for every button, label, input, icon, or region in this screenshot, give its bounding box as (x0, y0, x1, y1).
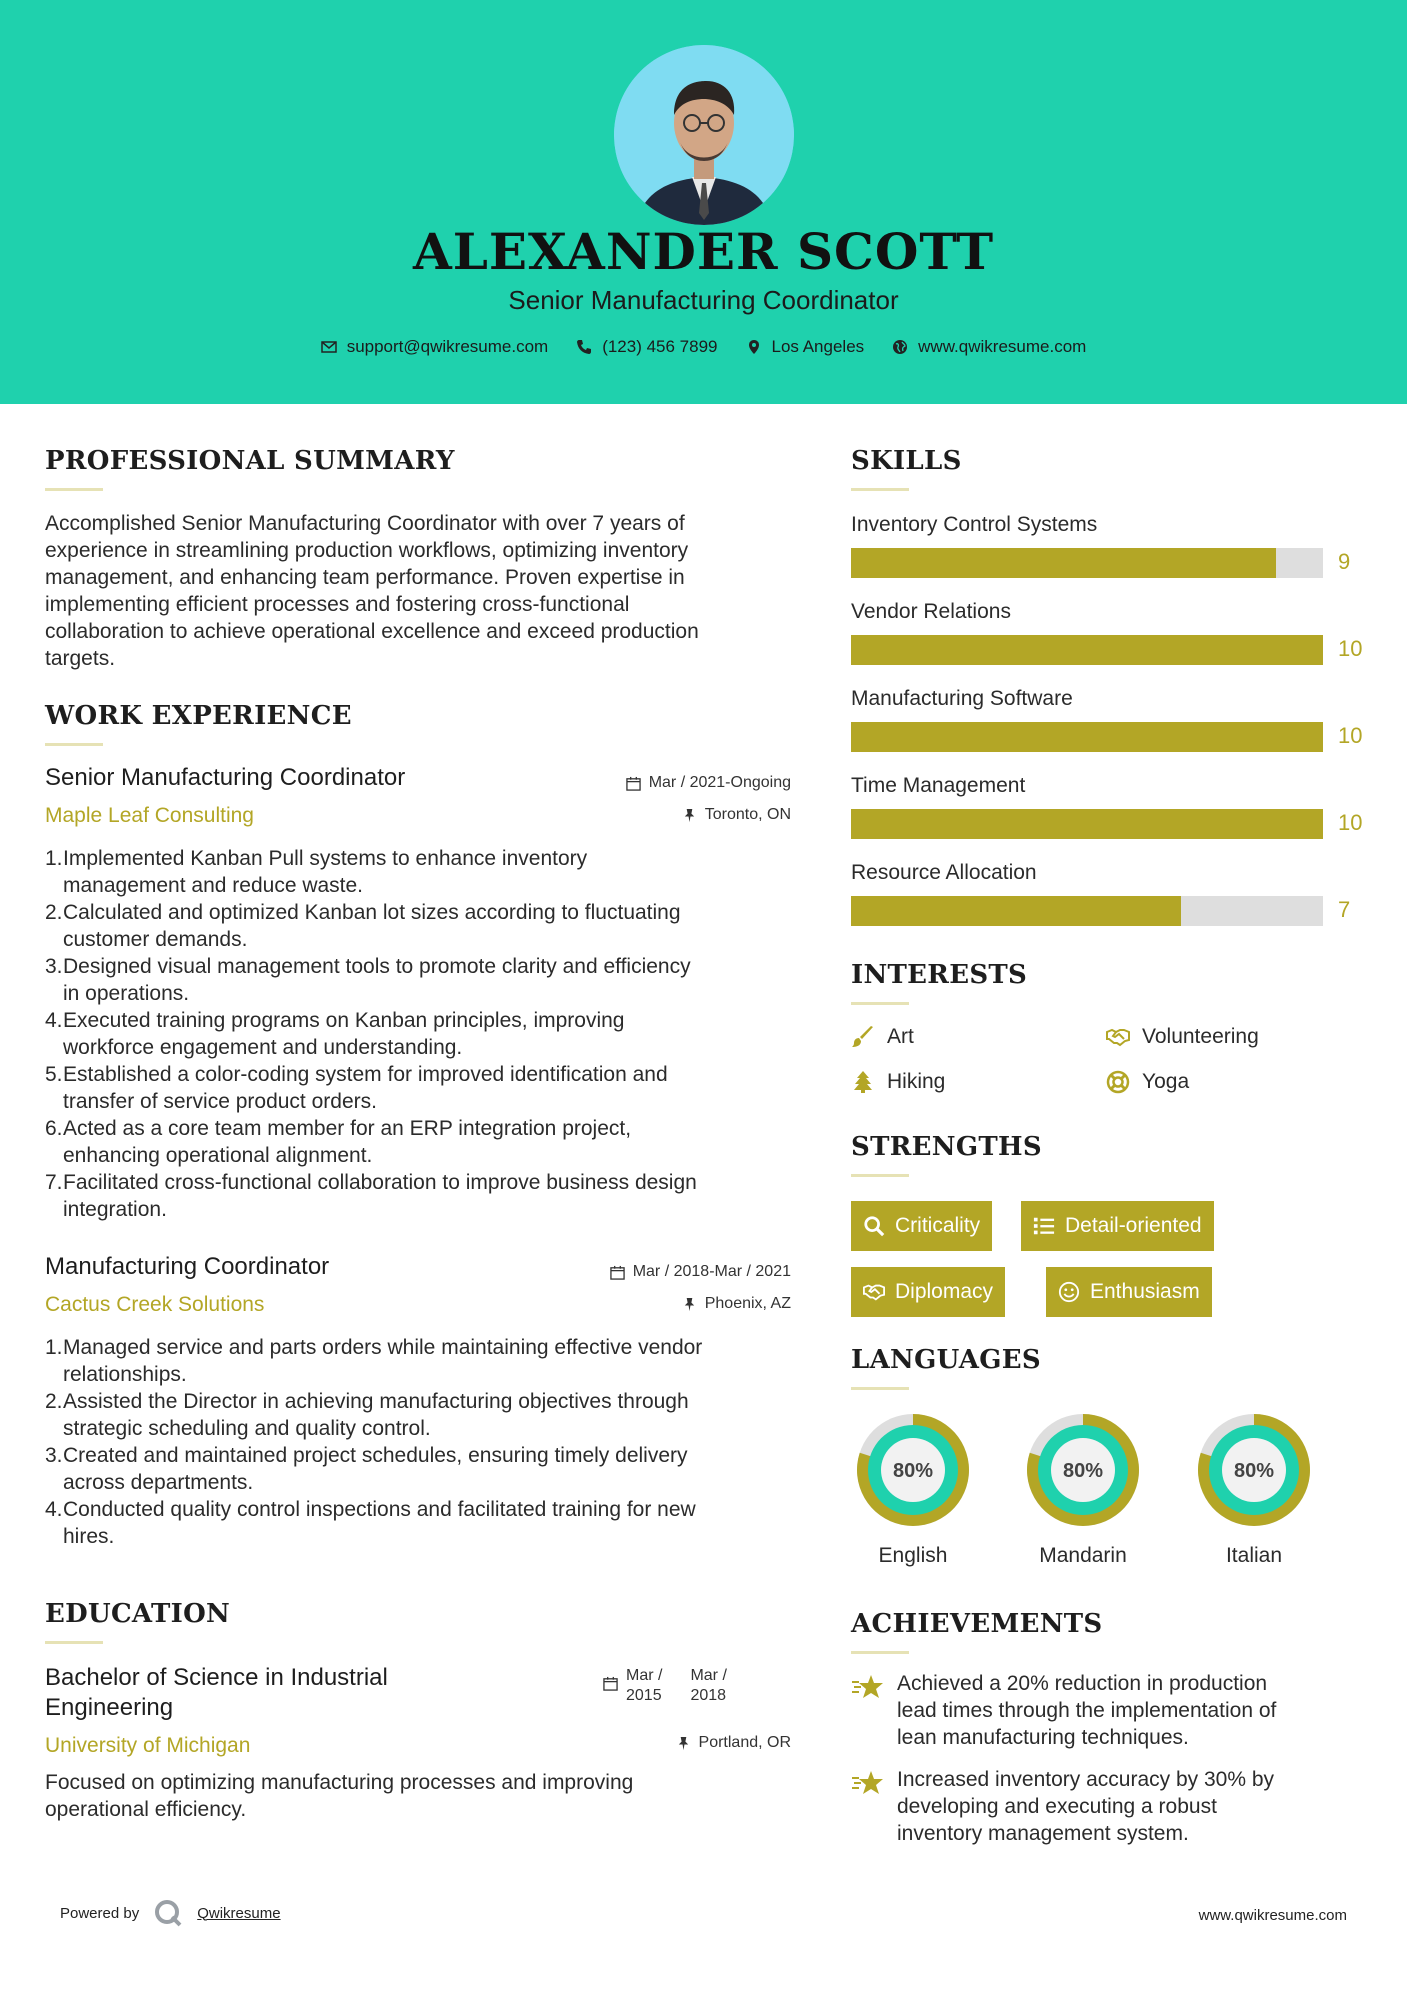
language-percent-label: 80% (892, 1460, 934, 1482)
strengths-underline (851, 1174, 909, 1177)
footer-brand-link[interactable]: Qwikresume (197, 1904, 281, 1922)
lifering-icon (1106, 1070, 1130, 1094)
skill-label: Manufacturing Software (851, 687, 1073, 710)
qwikresume-logo-icon (153, 1898, 183, 1928)
skill-label: Resource Allocation (851, 861, 1037, 884)
company-name: Cactus Creek Solutions (45, 1293, 265, 1316)
avatar (614, 45, 794, 225)
summary-underline (45, 488, 103, 491)
list-item: 4. Executed training programs on Kanban principles, improving workforce engagement and understanding. (45, 1009, 625, 1059)
skill-value: 9 (1338, 549, 1351, 574)
contact-location-text: Los Angeles (771, 337, 865, 356)
language-percent-label: 80% (1233, 1460, 1275, 1482)
contact-location (746, 337, 865, 357)
envelope-icon (321, 339, 337, 355)
language-name: English (878, 1544, 948, 1567)
job-date: Mar / 2021-Ongoing (626, 774, 791, 792)
list-item: 1. Managed service and parts orders while maintaining effective vendor relationships. (45, 1336, 703, 1386)
achievements-underline (851, 1651, 909, 1654)
interest-volunteering: Volunteering (1106, 1025, 1259, 1049)
education-description: Focused on optimizing manufacturing processes and improving operational efficiency. (45, 1771, 634, 1821)
job-location: Phoenix, AZ (682, 1295, 791, 1313)
skill-bar-fill (851, 548, 1276, 578)
smile-icon (1058, 1281, 1080, 1303)
globe-icon (892, 339, 908, 355)
search-icon (863, 1215, 885, 1237)
list-icon (1033, 1215, 1055, 1237)
header-banner (0, 0, 1407, 404)
contact-phone-text: (123) 456 7899 (602, 337, 718, 356)
languages-underline (851, 1387, 909, 1390)
strength-badge: Diplomacy (851, 1267, 1005, 1317)
summary-heading: PROFESSIONAL SUMMARY (45, 446, 455, 476)
experience-underline (45, 743, 103, 746)
degree-title: Bachelor of Science in Industrial Engineering (45, 1664, 388, 1721)
handshake-icon (863, 1281, 885, 1303)
skill-bar-track (851, 722, 1323, 752)
phone-icon (576, 339, 592, 355)
contact-email-text: support@qwikresume.com (346, 337, 549, 356)
language-name: Italian (1225, 1544, 1283, 1567)
skill-bar-track (851, 548, 1323, 578)
achievement-item: Achieved a 20% reduction in production lead times through the implementation of lean manufacturing techniques. (851, 1670, 1371, 1751)
skills-heading: SKILLS (851, 446, 962, 476)
footer-powered-by: Powered by Qwikresume (60, 1898, 281, 1928)
languages-heading: LANGUAGES (851, 1345, 1041, 1375)
list-item: 3. Created and maintained project schedules, ensuring timely delivery across departments. (45, 1444, 688, 1494)
skill-label: Vendor Relations (851, 600, 1011, 623)
language-item (1192, 1408, 1316, 1568)
contact-email[interactable] (321, 337, 549, 357)
handshake-icon (1106, 1025, 1130, 1049)
skill-bar-track (851, 809, 1323, 839)
company-name: Maple Leaf Consulting (45, 804, 254, 827)
job-location: Toronto, ON (682, 806, 791, 824)
star-badge-icon (851, 1768, 885, 1798)
skill-label: Inventory Control Systems (851, 513, 1098, 536)
strength-badge: Detail-oriented (1021, 1201, 1214, 1251)
calendar-icon (603, 1676, 618, 1691)
map-pin-icon (746, 339, 762, 355)
language-percent-label: 80% (1062, 1460, 1104, 1482)
skill-value: 7 (1338, 897, 1351, 922)
contact-website[interactable] (892, 337, 1086, 357)
interests-underline (851, 1002, 909, 1005)
skill-bar-fill (851, 635, 1323, 665)
language-donut (1192, 1408, 1316, 1532)
list-item: 5. Established a color-coding system for improved identification and transfer of service product orders. (45, 1063, 668, 1113)
list-item: 4. Conducted quality control inspections and facilitated training for new hires. (45, 1498, 696, 1548)
list-item: 2. Assisted the Director in achieving manufacturing objectives through strategic scheduling and quality control. (45, 1390, 689, 1440)
list-item: 3. Designed visual management tools to promote clarity and efficiency in operations. (45, 955, 691, 1005)
education-date: Mar / 2015 Mar / 2018 (603, 1666, 727, 1706)
skill-bar-fill (851, 722, 1323, 752)
candidate-name: ALEXANDER SCOTT (412, 222, 995, 281)
education-underline (45, 1641, 103, 1644)
profile-photo (614, 45, 794, 225)
language-item (1021, 1408, 1145, 1568)
language-donut (1021, 1408, 1145, 1532)
job-date: Mar / 2018-Mar / 2021 (610, 1263, 791, 1281)
achievement-item: Increased inventory accuracy by 30% by developing and executing a robust inventory management system. (851, 1766, 1371, 1847)
skill-bar-fill (851, 809, 1323, 839)
skill-value: 10 (1338, 723, 1363, 748)
pushpin-icon (682, 1297, 697, 1312)
strength-badge: Criticality (851, 1201, 992, 1251)
list-item: 1. Implemented Kanban Pull systems to enhance inventory management and reduce waste. (45, 847, 588, 897)
interests-heading: INTERESTS (851, 960, 1028, 990)
language-donut (851, 1408, 975, 1532)
skill-value: 10 (1338, 636, 1363, 661)
contact-website-text: www.qwikresume.com (918, 337, 1087, 356)
skill-bar-track (851, 635, 1323, 665)
job-duties (45, 1334, 805, 1550)
job-title: Senior Manufacturing Coordinator (45, 764, 406, 791)
contact-bar (0, 337, 1407, 357)
list-item: 6. Acted as a core team member for an ERP integration project, enhancing operational alignment. (45, 1117, 632, 1167)
calendar-icon (626, 776, 641, 791)
school-name: University of Michigan (45, 1734, 251, 1757)
job-duties (45, 845, 805, 1223)
interest-hiking: Hiking (851, 1070, 945, 1094)
achievements-heading: ACHIEVEMENTS (851, 1609, 1103, 1639)
skill-bar-fill (851, 896, 1181, 926)
brush-icon (851, 1025, 875, 1049)
star-badge-icon (851, 1672, 885, 1702)
tree-icon (851, 1070, 875, 1094)
education-location: Portland, OR (676, 1734, 791, 1752)
candidate-role: Senior Manufacturing Coordinator (508, 285, 899, 315)
contact-phone[interactable] (576, 337, 717, 357)
skills-underline (851, 488, 909, 491)
skill-value: 10 (1338, 810, 1363, 835)
skill-bar-track (851, 896, 1323, 926)
language-name: Mandarin (1039, 1544, 1127, 1567)
pushpin-icon (676, 1736, 691, 1751)
calendar-icon (610, 1265, 625, 1280)
pushpin-icon (682, 808, 697, 823)
interest-yoga: Yoga (1106, 1070, 1189, 1094)
job-title: Manufacturing Coordinator (45, 1253, 330, 1280)
strengths-heading: STRENGTHS (851, 1132, 1042, 1162)
footer-website[interactable]: www.qwikresume.com (1198, 1907, 1347, 1924)
list-item: 7. Facilitated cross-functional collaboration to improve business design integration. (45, 1171, 697, 1221)
list-item: 2. Calculated and optimized Kanban lot sizes according to fluctuating customer demands. (45, 901, 681, 951)
strength-badge: Enthusiasm (1046, 1267, 1212, 1317)
summary-text: Accomplished Senior Manufacturing Coordinator with over 7 years of experience in streamlining production workflows, optimizing inventory management, and enhancing team performance. Proven expertise in implementing efficient processes and fostering cross-functional collaboration to achieve operational excellence and exceed production targets. (45, 512, 699, 670)
education-heading: EDUCATION (45, 1599, 231, 1629)
experience-heading: WORK EXPERIENCE (45, 701, 352, 731)
language-item (851, 1408, 975, 1568)
interest-art: Art (851, 1025, 914, 1049)
skill-label: Time Management (851, 774, 1026, 797)
